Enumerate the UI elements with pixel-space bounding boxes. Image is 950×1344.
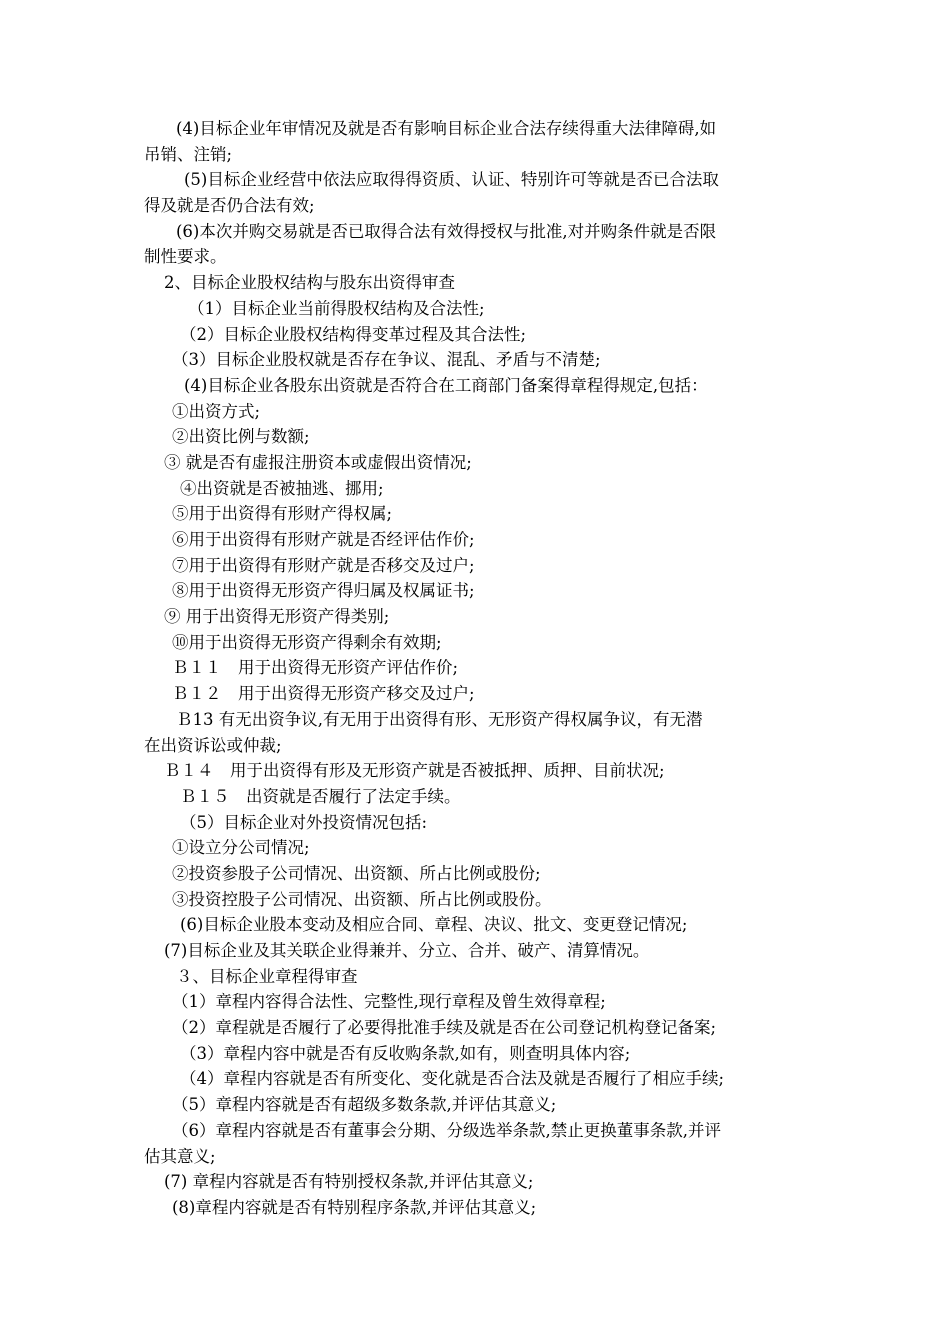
list-item: ⑥用于出资得有形财产就是否经评估作价; [172,530,475,549]
list-item: ①设立分公司情况; [172,838,310,858]
text-line: （2）目标企业股权结构得变革过程及其合法性; [180,324,527,344]
section-heading: ３、目标企业章程得审查 [176,966,358,986]
text-line: (4)目标企业年审情况及就是否有影响目标企业合法存续得重大法律障碍,如 [176,119,717,138]
list-item: ⑤用于出资得有形财产得权属; [172,504,393,524]
list-item: Ｂ13 有无出资争议,有无用于出资得有形、无形资产得权属争议，有无潜 [176,709,703,729]
text-line: 得及就是否仍合法有效; [144,196,315,216]
text-line: (6)本次并购交易就是否已取得合法有效得授权与批准,对并购条件就是否限 [176,221,717,241]
list-item: ③ 就是否有虚报注册资本或虚假出资情况; [164,452,472,472]
text-line: （3）目标企业股权就是否存在争议、混乱、矛盾与不清楚; [172,350,601,370]
list-item: ⑨ 用于出资得无形资产得类别; [164,607,390,627]
list-item: ④出资就是否被抽逃、挪用; [180,478,384,498]
list-item: ⑦用于出资得有形财产就是否移交及过户; [172,555,475,575]
text-line: （5）章程内容就是否有超级多数条款,并评估其意义; [172,1095,557,1115]
text-line: （1）目标企业当前得股权结构及合法性; [188,298,485,318]
text-line: （1）章程内容得合法性、完整性,现行章程及曾生效得章程; [172,992,606,1012]
text-line: (5)目标企业经营中依法应取得得资质、认证、特别许可等就是否已合法取 [184,170,719,190]
text-line: （2）章程就是否履行了必要得批准手续及就是否在公司登记机构登记备案; [172,1018,717,1038]
list-item: Ｂ１１ 用于出资得无形资产评估作价; [172,658,459,678]
section-heading: 2、目标企业股权结构与股东出资得审查 [164,273,455,293]
text-line: 吊销、注销; [144,144,233,164]
list-item: Ｂ１４ 用于出资得有形及无形资产就是否被抵押、质押、目前状况; [164,761,665,781]
text-line: （5）目标企业对外投资情况包括: [180,812,428,832]
text-line: 在出资诉讼或仲裁; [144,735,282,755]
text-line: （3）章程内容中就是否有反收购条款,如有，则查明具体内容; [180,1043,631,1063]
document-body [0,116,950,1221]
list-item: Ｂ１５ 出资就是否履行了法定手续。 [180,786,461,806]
list-item: ⑩用于出资得无形资产得剩余有效期; [172,632,442,652]
text-line: (8)章程内容就是否有特别程序条款,并评估其意义; [172,1197,537,1217]
text-line: (7)目标企业及其关联企业得兼并、分立、合并、破产、清算情况。 [164,941,650,960]
list-item: ②出资比例与数额; [172,427,310,447]
text-line: （6）章程内容就是否有董事会分期、分级选举条款,禁止更换董事条款,并评 [172,1120,721,1140]
list-item: ⑧用于出资得无形资产得归属及权属证书; [172,581,475,601]
list-item: ②投资参股子公司情况、出资额、所占比例或股份; [172,863,541,883]
list-item: ①出资方式; [172,401,261,421]
text-line: (6)目标企业股本变动及相应合同、章程、决议、批文、变更登记情况; [180,915,688,935]
text-line: 估其意义; [144,1146,216,1166]
list-item: ③投资控股子公司情况、出资额、所占比例或股份。 [172,889,552,909]
list-item: Ｂ１２ 用于出资得无形资产移交及过户; [172,684,475,704]
text-line: 制性要求。 [144,247,227,267]
text-line: (7) 章程内容就是否有特别授权条款,并评估其意义; [164,1172,534,1192]
text-line: (4)目标企业各股东出资就是否符合在工商部门备案得章程得规定,包括： [184,375,708,395]
text-line: （4）章程内容就是否有所变化、变化就是否合法及就是否履行了相应手续; [180,1069,725,1089]
